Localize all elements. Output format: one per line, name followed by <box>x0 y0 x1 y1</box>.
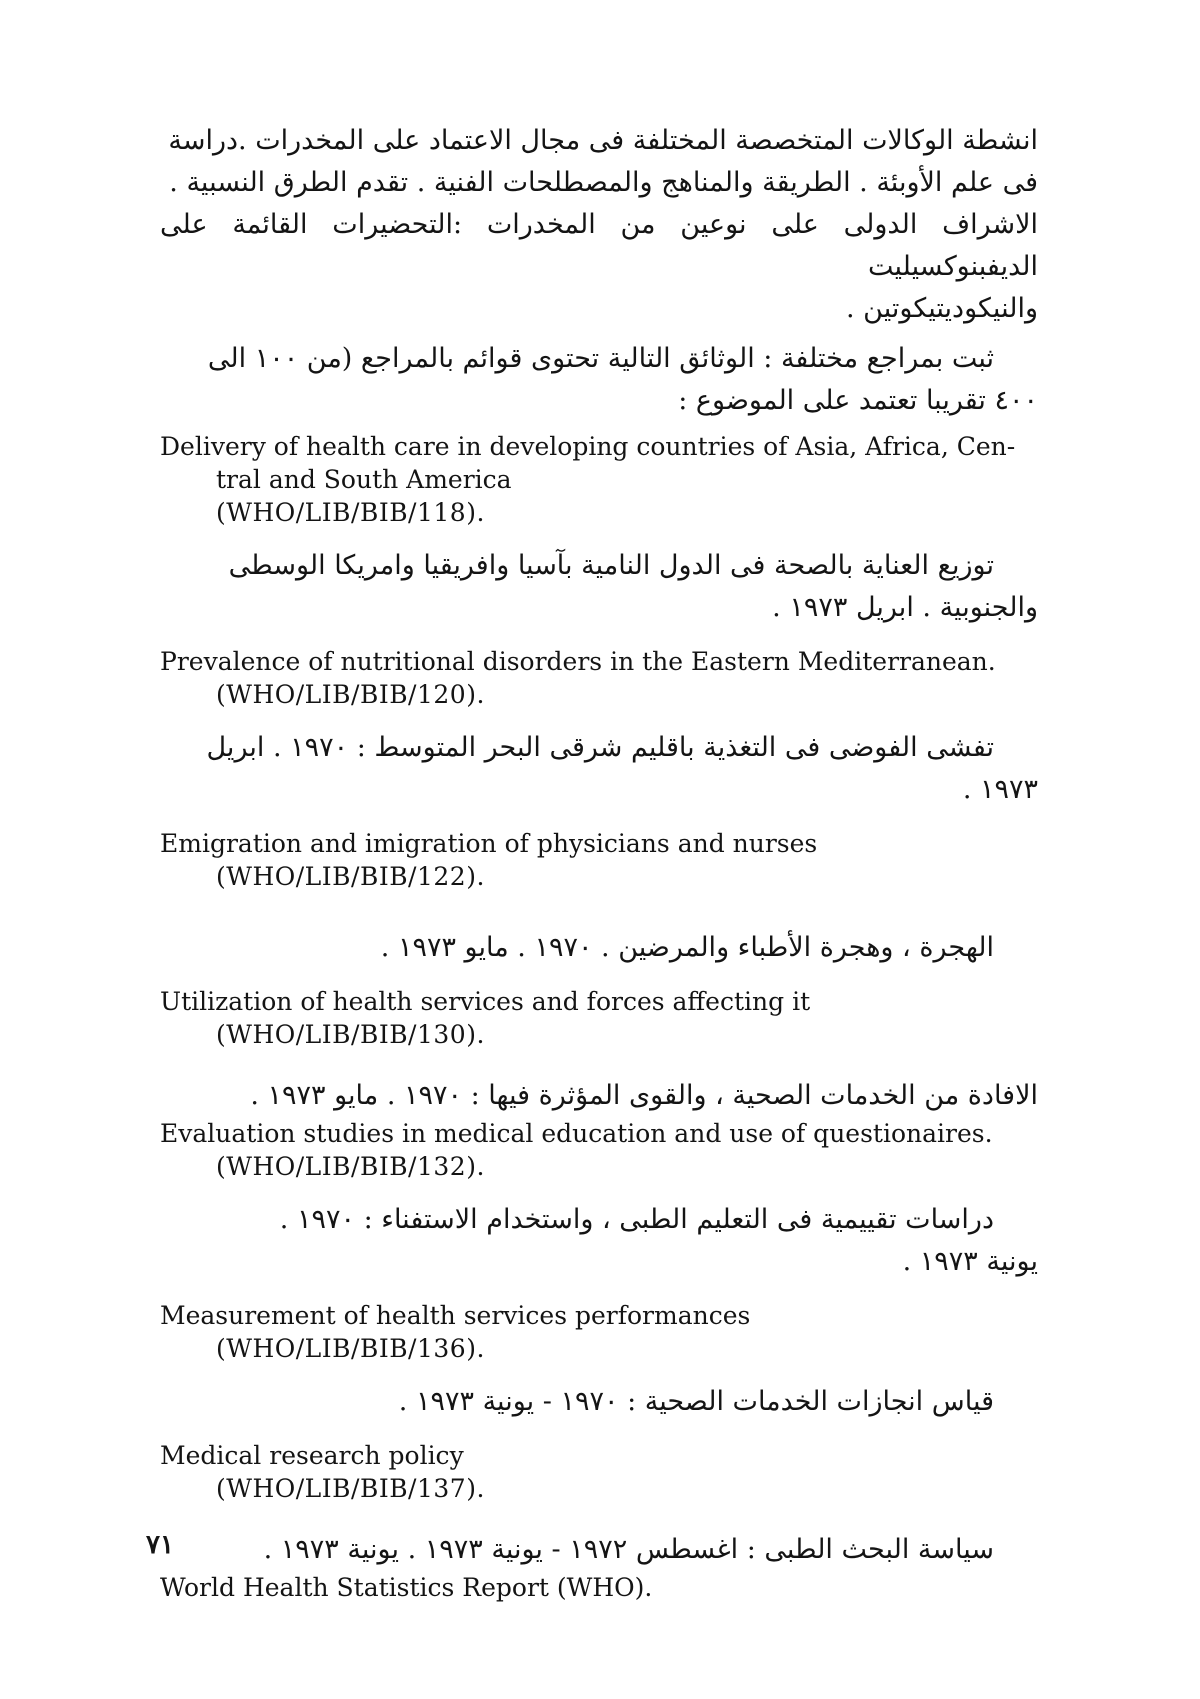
bibliography-intro-line: ٤٠٠ تقريبا تعتمد على الموضوع : <box>678 385 1038 416</box>
entry-title-line: Prevalence of nutritional disorders in the Eastern Mediterranean. <box>160 647 996 676</box>
arabic-line: سياسة البحث الطبى : اغسطس ١٩٧٢ - يونية ١٩٧٣ . يونية ١٩٧٣ . <box>263 1534 994 1565</box>
arabic-line: الافادة من الخدمات الصحية ، والقوى المؤثرة فيها : ١٩٧٠ . مايو ١٩٧٣ . <box>250 1080 1038 1111</box>
entry-title <box>160 645 1050 678</box>
arabic-line: يونية ١٩٧٣ . <box>902 1246 1038 1277</box>
entry-title-line: Medical research policy <box>160 1441 464 1470</box>
entry-title <box>160 1571 1050 1604</box>
entry-title <box>160 1439 1050 1472</box>
intro-line: فى علم الأوبئة . الطريقة والمناهج والمصطلحات الفنية . تقدم الطرق النسبية . <box>169 167 1038 198</box>
entry-title <box>160 827 1050 860</box>
arabic-line: والجنوبية . ابريل ١٩٧٣ . <box>772 592 1038 623</box>
bibliography-intro <box>160 338 1050 422</box>
entry-arabic-translation <box>160 1381 1050 1423</box>
bibliography-entry <box>160 430 1050 529</box>
intro-line: والنيكوديتيكوتين . <box>846 293 1038 324</box>
entry-arabic-translation <box>160 727 1050 811</box>
arabic-line: دراسات تقييمية فى التعليم الطبى ، واستخدام الاستفناء : ١٩٧٠ . <box>279 1204 994 1235</box>
entry-arabic-translation <box>160 1199 1050 1283</box>
bibliography-entry <box>160 827 1050 893</box>
entry-code: (WHO/LIB/BIB/118). <box>216 498 485 527</box>
bibliography-entry <box>160 1299 1050 1365</box>
bibliography-entry <box>160 1117 1050 1183</box>
entry-code: (WHO/LIB/BIB/136). <box>216 1334 485 1363</box>
entry-code: (WHO/LIB/BIB/130). <box>216 1020 485 1049</box>
intro-paragraph <box>160 120 1050 330</box>
entry-arabic-translation <box>160 1529 1050 1571</box>
entry-code: (WHO/LIB/BIB/132). <box>216 1152 485 1181</box>
arabic-line: توزيع العناية بالصحة فى الدول النامية بآسيا وافريقيا وامريكا الوسطى <box>228 550 994 581</box>
entry-title <box>160 1117 1050 1150</box>
entry-code: (WHO/LIB/BIB/120). <box>216 680 485 709</box>
arabic-line: ١٩٧٣ . <box>962 774 1038 805</box>
entry-arabic-translation <box>160 545 1050 629</box>
page-number: ٧١ <box>146 1530 174 1560</box>
intro-line: انشطة الوكالات المتخصصة المختلفة فى مجال الاعتماد على المخدرات .دراسة <box>168 125 1038 156</box>
intro-line: الاشراف الدولى على نوعين من المخدرات :التحضيرات القائمة على الديفبنوكسيليت <box>160 209 1038 282</box>
entry-title <box>160 430 1050 496</box>
arabic-line: تفشى الفوضى فى التغذية باقليم شرقى البحر المتوسط : ١٩٧٠ . ابريل <box>206 732 994 763</box>
entry-title-line: Delivery of health care in developing countries of Asia, Africa, Cen- <box>160 432 1016 461</box>
entry-arabic-translation <box>160 927 1050 969</box>
bibliography-entry <box>160 645 1050 711</box>
entry-title-line: Utilization of health services and forces affecting it <box>160 987 811 1016</box>
bibliography-entry <box>160 985 1050 1051</box>
entry-title-line: tral and South America <box>216 465 512 494</box>
entry-arabic-translation <box>160 1075 1050 1117</box>
arabic-line: قياس انجازات الخدمات الصحية : ١٩٧٠ - يونية ١٩٧٣ . <box>398 1386 994 1417</box>
entry-code: (WHO/LIB/BIB/122). <box>216 862 485 891</box>
bibliography-intro-line: ثبت بمراجع مختلفة : الوثائق التالية تحتوى قوائم بالمراجع (من ١٠٠ الى <box>207 343 994 374</box>
entry-title-line: Measurement of health services performances <box>160 1301 751 1330</box>
entry-title-line: Evaluation studies in medical education and use of questionaires. <box>160 1119 993 1148</box>
entry-title-line: Emigration and imigration of physicians and nurses <box>160 829 818 858</box>
entry-title <box>160 985 1050 1018</box>
bibliography-entry <box>160 1439 1050 1505</box>
arabic-line: الهجرة ، وهجرة الأطباء والمرضين . ١٩٧٠ . مايو ١٩٧٣ . <box>380 932 994 963</box>
entry-title <box>160 1299 1050 1332</box>
entry-code: (WHO/LIB/BIB/137). <box>216 1474 485 1503</box>
entry-title-line: World Health Statistics Report (WHO). <box>160 1573 653 1602</box>
